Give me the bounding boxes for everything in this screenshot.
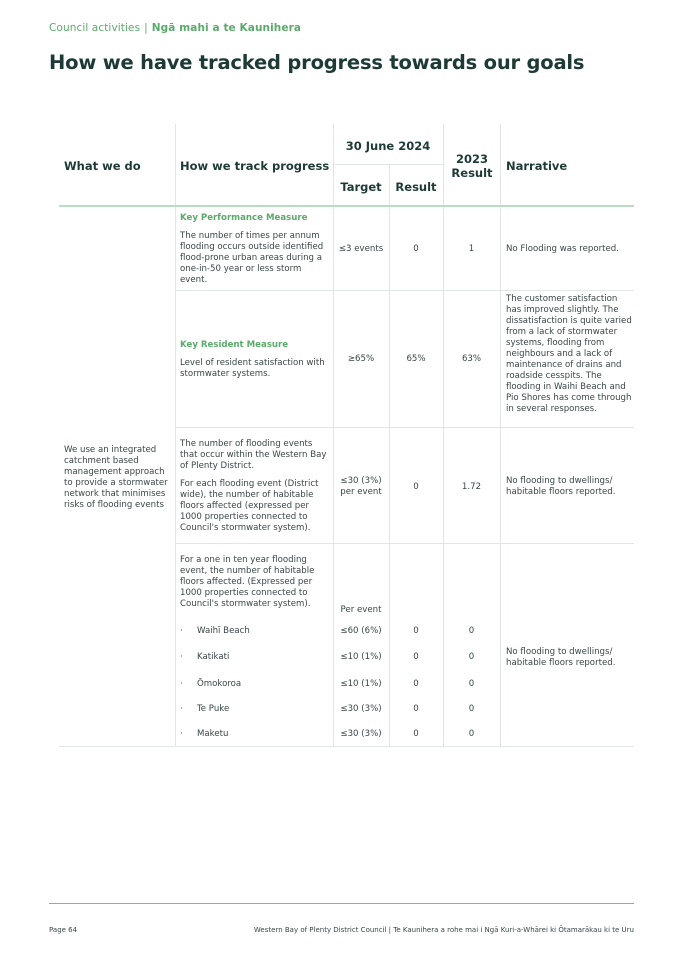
header-what-we-do: What we do (64, 159, 141, 173)
bullet-icon: · (180, 729, 183, 739)
area-result-2023: 0 (468, 652, 475, 662)
row4-narrative: No flooding to dwellings/ habitable floors reported. (506, 647, 616, 668)
row1-target: ≤3 events (338, 244, 384, 254)
row3-target: ≤30 (3%) per event (340, 476, 382, 497)
bullet-icon: · (180, 704, 183, 714)
footer-rule (49, 903, 634, 904)
area-name: Waihī Beach (197, 626, 250, 636)
row-divider (175, 290, 634, 291)
row3-result: 0 (413, 482, 419, 492)
area-result: 0 (413, 679, 419, 689)
bullet-icon: · (180, 679, 183, 689)
row1-description: The number of times per annum flooding occurs outside identified flood-prone urban areas during a one-in-50 year or less storm event. (180, 231, 324, 285)
area-result-2023: 0 (468, 704, 475, 714)
row-divider (175, 543, 634, 544)
area-name: Katikati (197, 652, 230, 662)
area-target: ≤10 (1%) (340, 652, 382, 662)
area-result: 0 (413, 704, 419, 714)
row4-description: For a one in ten year flooding event, the number of habitable floors affected. (Expressed per 1000 properties connected to Council's stormwater system). (180, 555, 315, 609)
row1-result: 0 (413, 244, 419, 254)
bullet-icon: · (180, 652, 183, 662)
bullet-icon: · (180, 626, 183, 636)
row2-narrative: The customer satisfaction has improved slightly. The dissatisfaction is quite varied from a lack of stormwater systems, flooding from neighbours and a lack of maintenance of drains and roadside cesspits. The flooding in Waihi Beach and Pio Shores has come through in several responses. (506, 294, 632, 414)
breadcrumb-separator: | (144, 22, 148, 34)
area-result-2023: 0 (468, 626, 475, 636)
area-result: 0 (413, 729, 419, 739)
section-breadcrumb (49, 22, 301, 34)
row3-narrative: No flooding to dwellings/ habitable floors reported. (506, 476, 616, 497)
area-result-2023: 0 (468, 679, 475, 689)
header-result: Result (395, 180, 437, 194)
header-narrative: Narrative (506, 159, 568, 173)
header-how-we-track: How we track progress (180, 159, 330, 173)
col-divider (500, 124, 501, 747)
row4-target-label: Per event (340, 605, 382, 615)
row3-result-2023: 1.72 (461, 482, 482, 492)
row1-result-2023: 1 (468, 244, 475, 254)
row3-description-b: For each flooding event (District wide), the number of habitable floors affected (expressed per 1000 properties connected to Council's stormwater system). (180, 479, 319, 533)
area-target: ≤60 (6%) (340, 626, 382, 636)
footer-organisation: Western Bay of Plenty District Council | Te Kaunihera a rohe mai i Ngā Kuri-a-Whārei ki Ōtamarākau ki te Uru (253, 926, 634, 934)
what-we-do-text: We use an integrated catchment based management approach to provide a stormwater network that minimises risks of flooding events (64, 445, 168, 510)
area-result: 0 (413, 652, 419, 662)
header-target: Target (340, 180, 382, 194)
row2-measure-type: Key Resident Measure (180, 340, 289, 350)
page-number: Page 64 (49, 926, 78, 934)
row2-target: ≥65% (347, 354, 375, 364)
section-label-mi: Ngā mahi a te Kaunihera (151, 22, 302, 34)
area-target: ≤30 (3%) (340, 704, 382, 714)
area-name: Ōmokoroa (197, 679, 242, 689)
row2-result: 65% (406, 354, 426, 364)
area-result: 0 (413, 626, 419, 636)
row2-description: Level of resident satisfaction with stormwater systems. (180, 358, 325, 379)
header-subdivider (333, 164, 443, 165)
page-title: How we have tracked progress towards our goals (49, 51, 585, 74)
header-2023-result: 2023 Result (451, 152, 493, 180)
area-result-2023: 0 (468, 729, 475, 739)
area-name: Maketu (197, 729, 229, 739)
area-target: ≤30 (3%) (340, 729, 382, 739)
row-divider (175, 427, 634, 428)
row1-measure-type: Key Performance Measure (180, 213, 308, 223)
section-label-en: Council activities (49, 22, 141, 34)
area-target: ≤10 (1%) (340, 679, 382, 689)
table-bottom-rule (59, 746, 634, 747)
row3-description-a: The number of flooding events that occur within the Western Bay of Plenty District. (180, 439, 327, 471)
area-name: Te Puke (197, 704, 230, 714)
row2-result-2023: 63% (461, 354, 482, 364)
header-date: 30 June 2024 (345, 139, 431, 153)
header-bottom-rule (59, 205, 634, 207)
col-divider (175, 124, 176, 747)
row1-narrative: No Flooding was reported. (506, 244, 619, 254)
